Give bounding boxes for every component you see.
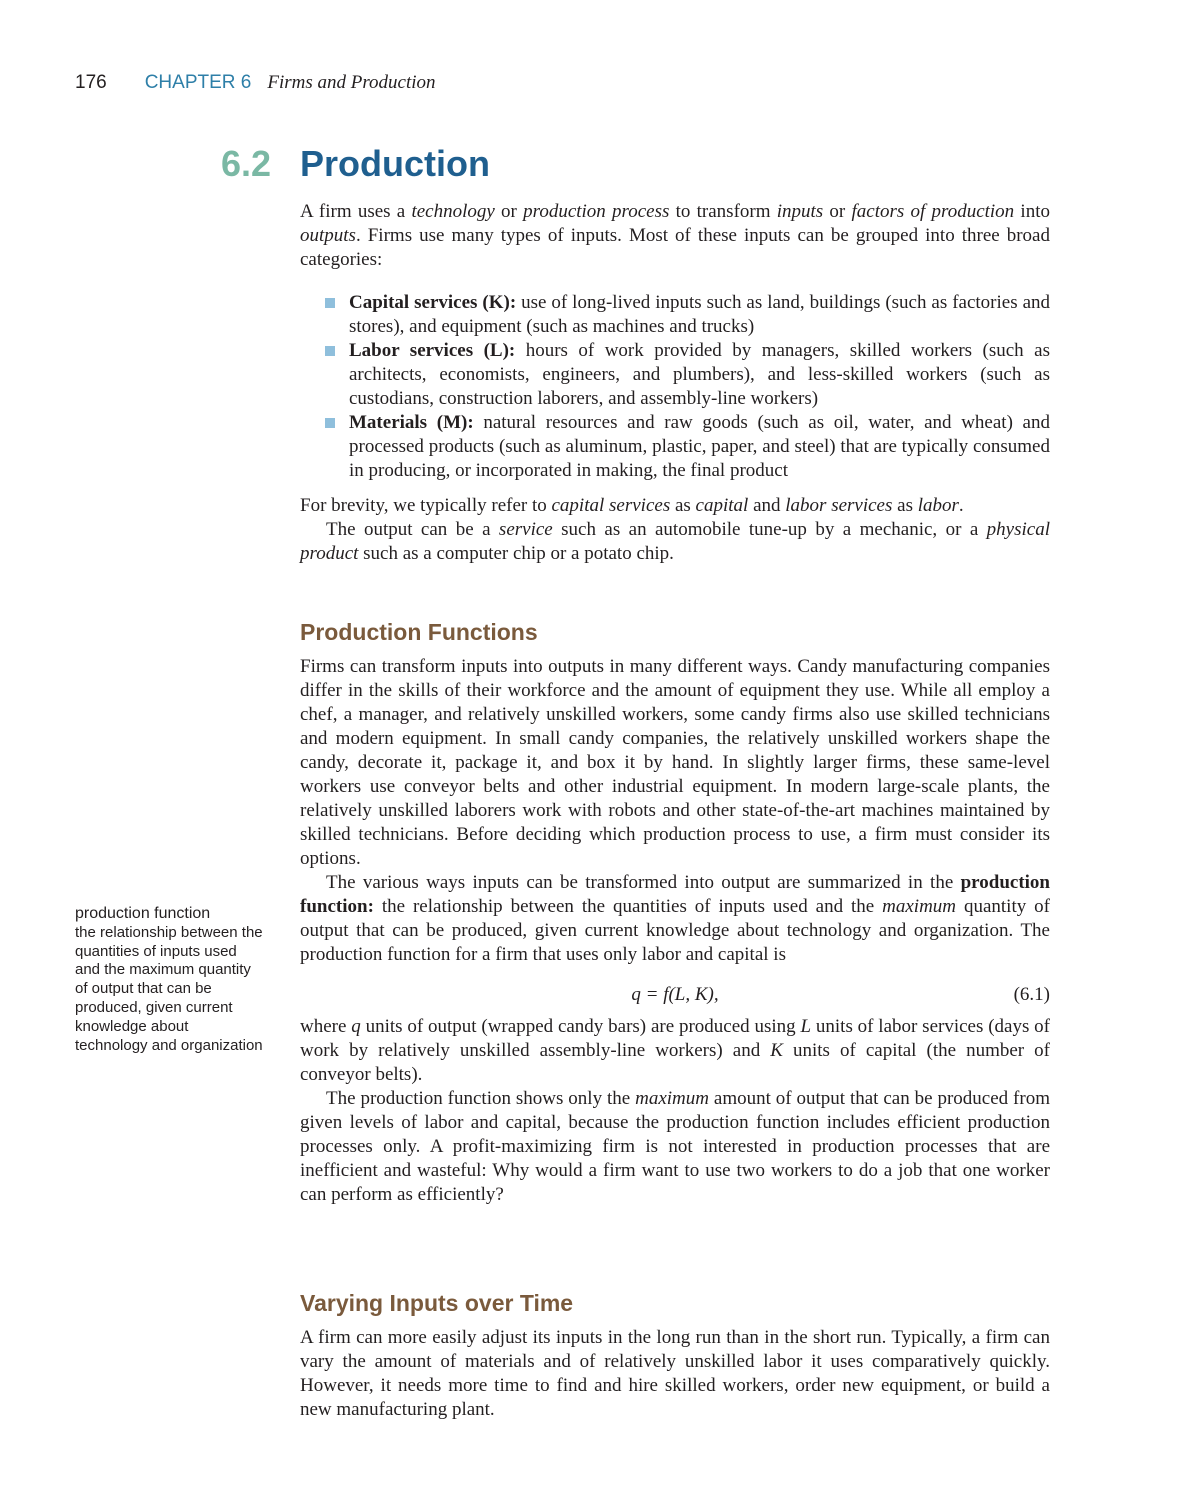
- margin-note: [75, 905, 265, 1055]
- bullet-square-icon: [325, 298, 335, 308]
- production-functions-block: [300, 655, 1050, 1207]
- bullet-square-icon: [325, 418, 335, 428]
- production-function-term: production function:: [300, 872, 1050, 917]
- intro-paragraph: A firm uses a technology or production process to transform inputs or factors of production into outputs. Firms use many types of inputs. Most of these inputs can be grouped into three broad categories:: [300, 201, 1050, 270]
- equation-number: (6.1): [1013, 984, 1050, 1005]
- output-paragraph: The output can be a service such as an automobile tune-up by a mechanic, or a physical product such as a computer chip or a potato chip.: [300, 519, 1050, 564]
- running-head: [75, 72, 436, 94]
- section-heading: [221, 143, 490, 185]
- list-item: Materials (M): natural resources and raw goods (such as oil, water, and wheat) and processed products (such as aluminum, plastic, paper, and steel) that are typically consumed in producing, or incorporated in making, the final product: [300, 411, 1050, 483]
- margin-note-definition: the relationship between the quantities of inputs used and the maximum quantity of output that can be produced, given current knowledge about technology and organization: [75, 923, 263, 1054]
- chapter-title: Firms and Production: [267, 72, 436, 93]
- subheading-varying-inputs: Varying Inputs over Time: [300, 1290, 574, 1316]
- pf-paragraph-2: The various ways inputs can be transformed into output are summarized in the production function: the relationship between the quantities of inputs used and the maximum quantity of output that can be produced, given current knowledge about technology and organization. The production function for a firm that uses only labor and capital is: [300, 872, 1050, 965]
- pf-paragraph-1: Firms can transform inputs into outputs in many different ways. Candy manufacturing companies differ in the skills of their workforce and the amount of equipment they use. While all employ a chef, a manager, and relatively unskilled workers, some candy firms also use skilled technicians and modern equipment. In small candy companies, the relatively unskilled workers shape the candy, decorate it, package it, and box it by hand. In slightly larger firms, these same-level workers use conveyor belts and other industrial equipment. In modern large-scale plants, the relatively unskilled laborers work with robots and other state-of-the-art machines maintained by skilled technicians. Before deciding which production process to use, a firm must consider its options.: [300, 656, 1050, 869]
- section-number: 6.2: [221, 143, 272, 184]
- equation-6-1: [300, 983, 1050, 1007]
- section-title: Production: [300, 143, 490, 184]
- vi-paragraph-1: A firm can more easily adjust its inputs in the long run than in the short run. Typically, a firm can vary the amount of materials and of relatively unskilled labor it uses comparatively quickly. However, it needs more time to find and hire skilled workers, order new equipment, or build a new manufacturing plant.: [300, 1327, 1050, 1420]
- pf-paragraph-4: The production function shows only the maximum amount of output that can be produced from given levels of labor and capital, because the production function includes efficient production processes only. A profit-maximizing firm is not interested in production processes that are inefficient and wasteful: Why would a firm want to use two workers to do a job that one worker can perform as efficiently?: [300, 1088, 1050, 1205]
- intro-block: [300, 200, 1050, 566]
- equation-formula: q = f(L, K),: [631, 984, 719, 1005]
- margin-note-term: production function: [75, 905, 211, 922]
- list-item: Labor services (L): hours of work provided by managers, skilled workers (such as architects, economists, engineers, and plumbers), and less-skilled workers (such as custodians, construction laborers, and assembly-line workers): [300, 339, 1050, 411]
- bullet-square-icon: [325, 346, 335, 356]
- chapter-label: CHAPTER 6: [144, 72, 252, 93]
- page-number: 176: [75, 72, 107, 93]
- pf-paragraph-3: where q units of output (wrapped candy bars) are produced using L units of labor services (days of work by relatively unskilled assembly-line workers) and K units of capital (the number of conveyor belts).: [300, 1016, 1050, 1085]
- input-categories-list: [300, 291, 1050, 483]
- varying-inputs-block: [300, 1326, 1050, 1422]
- subheading-production-functions: Production Functions: [300, 619, 538, 645]
- list-item: Capital services (K): use of long-lived inputs such as land, buildings (such as factories and stores), and equipment (such as machines and trucks): [300, 291, 1050, 339]
- brevity-paragraph: For brevity, we typically refer to capital services as capital and labor services as labor.: [300, 495, 964, 516]
